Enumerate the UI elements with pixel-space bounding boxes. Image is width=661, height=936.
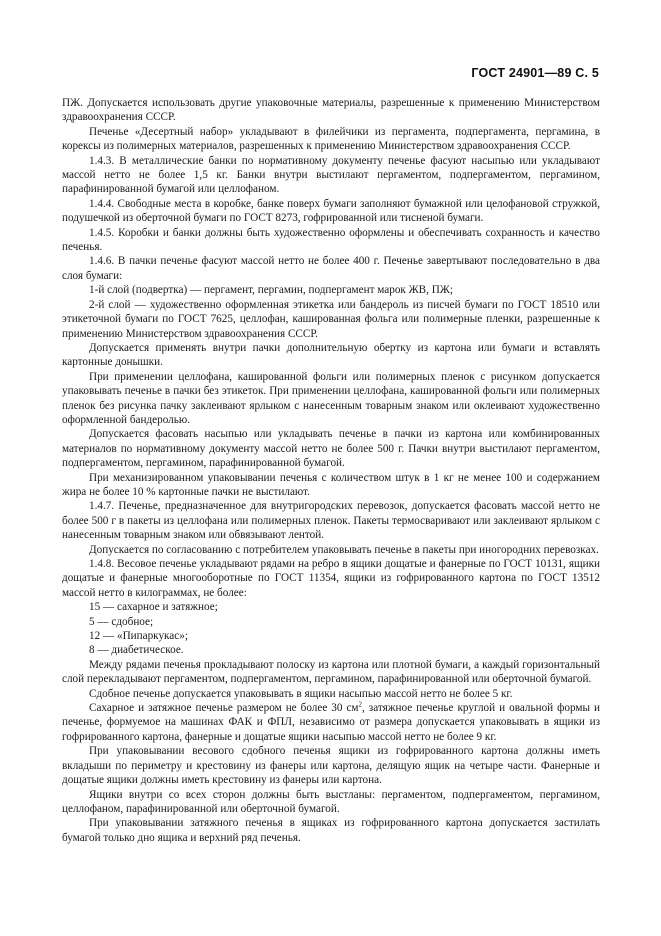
paragraph-sugar-cookies bbox=[62, 701, 600, 744]
list-item: 12 — «Пипаркукас»; bbox=[89, 630, 188, 643]
paragraph: Ящики внутри со всех сторон должны быть выстланы: пергаментом, подпергаментом, пергамином, целлофаном, парафинированной или оберточной бумагой. bbox=[62, 788, 600, 815]
paragraph: 1.4.8. Весовое печенье укладывают рядами на ребро в ящики дощатые и фанерные по ГОСТ 10131, ящики дощатые и фанерные многооборотные по ГОСТ 11354, ящики из гофрированного картона по ГОСТ 13512 массой нетто в килограммах, не более: bbox=[62, 558, 600, 599]
superscript: 2 bbox=[358, 700, 362, 709]
paragraph: 1.4.5. Коробки и банки должны быть художественно оформлены и обеспечивать сохранность и качество печенья. bbox=[62, 226, 600, 254]
paragraph: При упаковывании весового сдобного печенья ящики из гофрированного картона должны иметь вкладыши по периметру и крестовину из фанеры или картона, делящую ящик на четыре части. Фанерные и дощатые ящики должны иметь крестовину из фанеры или картона. bbox=[62, 745, 600, 787]
paragraph: При механизированном упаковывании печенья с количеством штук в 1 кг не менее 100 и содержанием жира не более 10 % картонные пачки не выстилают. bbox=[62, 471, 600, 498]
paragraph: 1-й слой (подвертка) — пергамент, пергамин, подпергамент марок ЖВ, ПЖ; bbox=[89, 284, 453, 297]
paragraph: При упаковывании затяжного печенья в ящиках из гофрированного картона допускается застилать бумагой только дно ящика и верхний ряд печенья. bbox=[62, 817, 600, 844]
paragraph: ПЖ. Допускается использовать другие упаковочные материалы, разрешенные к применению Министерством здравоохранения СССР. bbox=[62, 97, 600, 124]
paragraph: 1.4.7. Печенье, предназначенное для внутригородских перевозок, допускается фасовать массой нетто не более 500 г в пакеты из целлофана или полимерных пленок. Пакеты термосваривают или заклеивают ярлыком с нанесенным товарным знаком или обвязывают лентой. bbox=[62, 500, 600, 542]
paragraph: 1.4.4. Свободные места в коробке, банке поверх бумаги заполняют бумажной или целофановой стружкой, подушечкой из оберточной бумаги по ГОСТ 8273, гофрированной или тисненой бумаги. bbox=[62, 197, 600, 225]
paragraph: Допускается по согласованию с потребителем упаковывать печенье в пакеты при иногородних перевозках. bbox=[89, 543, 599, 556]
paragraph: При применении целлофана, кашированной фольги или полимерных пленок с рисунком допускается упаковывать печенье в пачки без этикеток. При применении целлофана, кашированной фольги или полимерных пленок без рисунка пачку заклеивают ярлыком с нанесенным товарным знаком или оклеивают художественно оформленной бандеролью. bbox=[62, 370, 600, 426]
text-part: , затяжное печенье круглой и овальной формы и печенье, формуемое на машинах ФАК и ФПЛ, независимо от размера допускается упаковывать в ящики из гофрированного картона, фанерные и дощатые ящики насыпью массой нетто не более 9 кг. bbox=[62, 702, 600, 743]
page-header: ГОСТ 24901—89 С. 5 bbox=[471, 66, 599, 80]
paragraph: 1.4.3. В металлические банки по нормативному документу печенье фасуют насыпью или укладывают массой нетто не более 1,5 кг. Банки внутри выстилают пергаментом, подпергаментом, пергамином, парафинированной бумагой или целлофаном. bbox=[62, 154, 600, 196]
paragraph: Сдобное печенье допускается упаковывать в ящики насыпью массой нетто не более 5 кг. bbox=[89, 687, 513, 700]
paragraph: 2-й слой — художественно оформленная этикетка или бандероль из писчей бумаги по ГОСТ 18510 или этикеточной бумаги по ГОСТ 7625, целлофан, кашированная фольга или полимерные пленки, разрешенные к применению Министерством здравоохранения СССР. bbox=[62, 298, 600, 340]
document-body bbox=[62, 96, 600, 845]
paragraph: Печенье «Десертный набор» укладывают в филейчики из пергамента, подпергамента, пергамина, в корексы из полимерных материалов, разрешенных к применению Министерством здравоохранения СССР. bbox=[62, 125, 600, 153]
list-item: 15 — сахарное и затяжное; bbox=[89, 601, 218, 614]
list-item: 8 — диабетическое. bbox=[89, 644, 184, 657]
text-part: Сахарное и затяжное печенье размером не более 30 см bbox=[89, 702, 359, 715]
paragraph: Между рядами печенья прокладывают полоску из картона или плотной бумаги, а каждый горизонтальный слой перекладывают пергаментом, подпергаментом, пергамином, парафинированной или оберточной бумагой. bbox=[62, 658, 600, 686]
paragraph: Допускается применять внутри пачки дополнительную обертку из картона или бумаги и вставлять картонные донышки. bbox=[62, 341, 600, 369]
paragraph: 1.4.6. В пачки печенье фасуют массой нетто не более 400 г. Печенье завертывают последовательно в два слоя бумаги: bbox=[62, 255, 600, 282]
paragraph: Допускается фасовать насыпью или укладывать печенье в пачки из картона или комбинированных материалов по нормативному документу массой нетто не более 500 г. Пачки внутри выстилают пергаментом, подпергаментом, пергамином, парафинированной бумагой. bbox=[62, 428, 600, 470]
list-item: 5 — сдобное; bbox=[89, 615, 154, 628]
